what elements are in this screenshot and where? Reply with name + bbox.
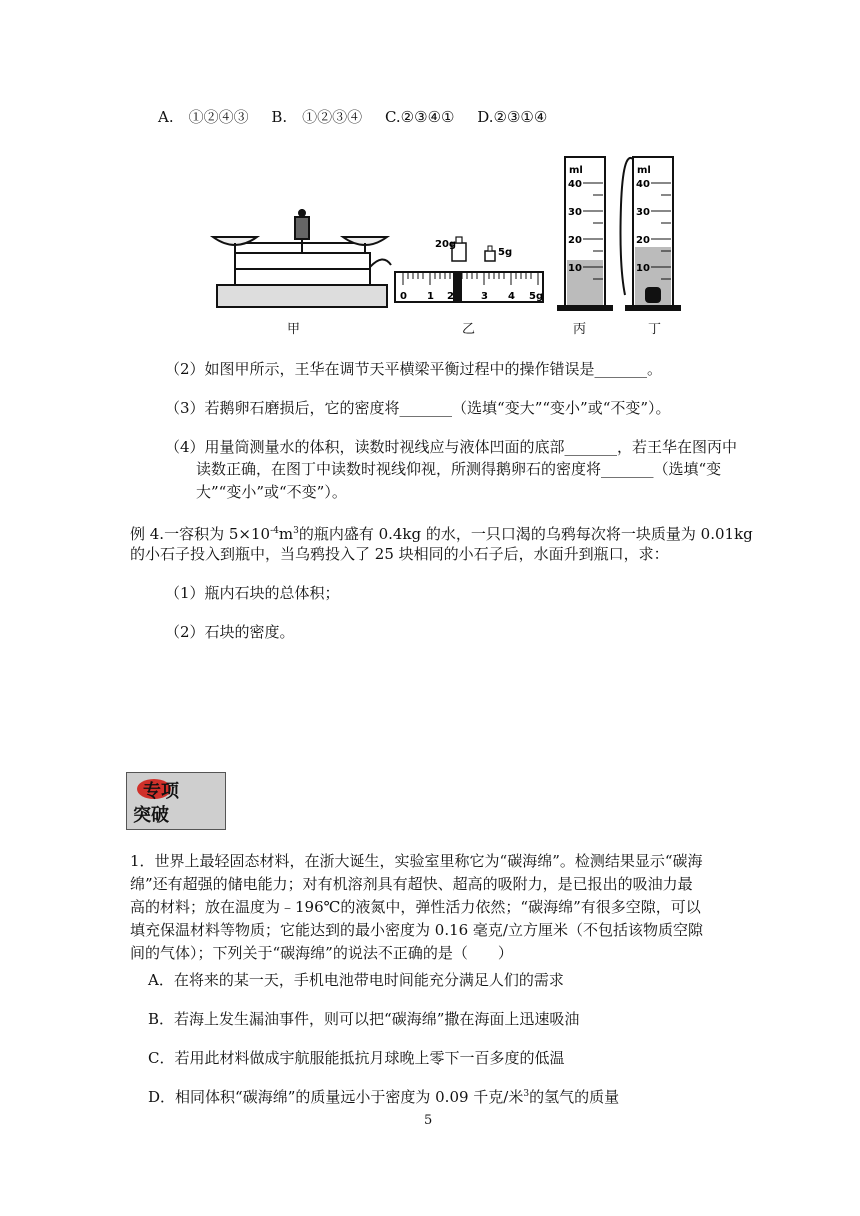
scale-tick-0: 0 — [400, 291, 407, 302]
cyl-ding-tick-10: 10 — [636, 263, 650, 274]
experiment-figure — [205, 145, 690, 340]
figure-label-yi: 乙 — [462, 322, 476, 337]
example-4-sub1: （1）瓶内石块的总体积； — [165, 584, 340, 602]
cyl-bing-tick-10: 10 — [568, 263, 582, 274]
question-4-line2: 读数正确，在图丁中读数时视线仰视，所测得鹅卵石的密度将_______（选填“变 — [196, 460, 722, 478]
cyl-ding-unit: ml — [637, 165, 651, 176]
option-a: A. ①②④③ — [158, 108, 249, 126]
question-2: （2）如图甲所示，王华在调节天平横梁平衡过程中的操作错误是_______。 — [165, 360, 663, 378]
example-4-post: 的瓶内盛有 0.4kg 的水，一只口渴的乌鸦每次将一块质量为 0.01kg — [298, 525, 753, 543]
question-4-line3: 大”“变小”或“不变”）。 — [196, 483, 347, 501]
scale-tick-4: 4 — [508, 291, 515, 302]
balance-illustration — [213, 209, 391, 307]
answer-options-row — [158, 106, 565, 127]
cylinder-ding — [621, 157, 682, 311]
example-4-sup2: 3 — [293, 526, 299, 536]
scale-tick-3: 3 — [481, 291, 488, 302]
cyl-ding-tick-30: 30 — [636, 207, 650, 218]
question-3: （3）若鹅卵石磨损后，它的密度将_______（选填“变大”“变小”或“不变”）。 — [165, 399, 671, 417]
problem-1-line2: 绵”还有超强的储电能力；对有机溶剂具有超快、超高的吸附力，是已报出的吸油力最 — [130, 875, 693, 893]
cyl-ding-tick-20: 20 — [636, 235, 650, 246]
weights-and-scale — [395, 237, 543, 302]
figure-label-bing: 丙 — [573, 322, 587, 337]
choice-d-pre: D．相同体积“碳海绵”的质量远小于密度为 0.09 千克/米 — [148, 1088, 524, 1106]
scale-tick-2: 2 — [447, 291, 454, 302]
cyl-bing-tick-30: 30 — [568, 207, 582, 218]
cyl-bing-unit: ml — [569, 165, 583, 176]
figure-label-jia: 甲 — [287, 322, 301, 337]
cylinder-bing — [557, 157, 613, 311]
option-b: B. ①②③④ — [271, 108, 363, 126]
example-4-sup1: -4 — [270, 526, 279, 536]
example-4-unit: m — [278, 525, 294, 543]
choice-a: A．在将来的某一天，手机电池带电时间能充分满足人们的需求 — [148, 971, 564, 989]
choice-d-sup: 3 — [523, 1089, 530, 1099]
badge-line2: 突破 — [133, 805, 169, 826]
option-c: C.②③④① — [384, 108, 455, 126]
example-4-line1 — [130, 520, 753, 545]
special-topic-badge — [126, 772, 226, 830]
problem-1-line4: 填充保温材料等物质；它能达到的最小密度为 0.16 毫克/立方厘米（不包括该物质空隙 — [130, 921, 703, 939]
choice-d-post: 的氢气的质量 — [529, 1088, 620, 1106]
option-d: D.②③①④ — [477, 108, 548, 126]
weight-20g-label: 20g — [435, 239, 457, 250]
problem-1-line5: 间的气体）；下列关于“碳海绵”的说法不正确的是（ ） — [130, 944, 513, 962]
problem-1-line1: 1．世界上最轻固态材料，在浙大诞生，实验室里称它为“碳海绵”。检测结果显示“碳海 — [130, 852, 703, 870]
scale-tick-1: 1 — [427, 291, 434, 302]
choice-b: B．若海上发生漏油事件，则可以把“碳海绵”撒在海面上迅速吸油 — [148, 1010, 580, 1028]
example-4-sub2: （2）石块的密度。 — [165, 623, 295, 641]
problem-1-line3: 高的材料；放在温度为﹣196℃的液氮中，弹性活力依然；“碳海绵”有很多空隙，可以 — [130, 898, 701, 916]
cyl-bing-tick-20: 20 — [568, 235, 582, 246]
example-4-line2: 的小石子投入到瓶中，当乌鸦投入了 25 块相同的小石子后，水面升到瓶口，求： — [130, 545, 669, 563]
choice-c: C．若用此材料做成宇航服能抵抗月球晚上零下一百多度的低温 — [148, 1049, 565, 1067]
cyl-ding-tick-40: 40 — [636, 179, 650, 190]
cyl-bing-tick-40: 40 — [568, 179, 582, 190]
example-4-pre: 例 4.一容积为 5×10 — [130, 525, 271, 543]
page-number: 5 — [424, 1113, 433, 1128]
choice-d — [148, 1083, 619, 1108]
scale-tick-5: 5g — [529, 291, 544, 302]
question-4-line1: （4）用量筒测量水的体积，读数时视线应与液体凹面的底部_______，若王华在图丙中 — [165, 438, 738, 456]
figure-label-ding: 丁 — [648, 322, 662, 337]
weight-5g-label: 5g — [498, 247, 513, 258]
badge-line1: 专项 — [143, 781, 179, 802]
